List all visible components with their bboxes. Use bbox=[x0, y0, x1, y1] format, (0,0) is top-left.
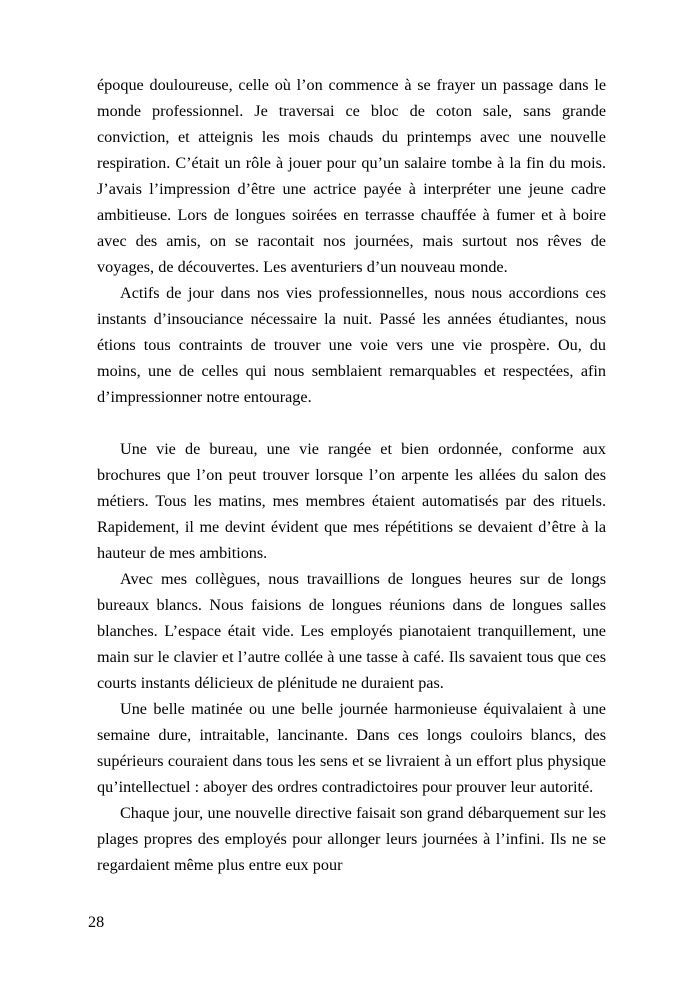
page-text-block bbox=[97, 72, 606, 878]
paragraph: Actifs de jour dans nos vies professionnelles, nous nous accordions ces instants d’insouciance nécessaire la nuit. Passé les années étudiantes, nous étions tous contraints de trouver une voie vers une vie prospère. Ou, du moins, une de celles qui nous semblaient remarquables et respectées, afin d’impressionner notre entourage. bbox=[97, 284, 606, 406]
page-number: 28 bbox=[88, 913, 105, 931]
paragraph: époque douloureuse, celle où l’on commence à se frayer un passage dans le monde professionnel. Je traversai ce bloc de coton sale, sans grande conviction, et atteignis les mois chauds du printemps avec une nouvelle respiration. C’était un rôle à jouer pour qu’un salaire tombe à la fin du mois. J’avais l’impression d’être une actrice payée à interpréter une jeune cadre ambitieuse. Lors de longues soirées en terrasse chauffée à fumer et à boire avec des amis, on se racontait nos journées, mais surtout nos rêves de voyages, de découvertes. Les aventuriers d’un nouveau monde. bbox=[97, 76, 606, 276]
paragraph: Une belle matinée ou une belle journée harmonieuse équivalaient à une semaine dure, intraitable, lancinante. Dans ces longs couloirs blancs, des supérieurs couraient dans tous les sens et se livraient à un effort plus physique qu’intellectuel : aboyer des ordres contradictoires pour prouver leur autorité. bbox=[97, 700, 606, 796]
paragraph: Chaque jour, une nouvelle directive faisait son grand débarquement sur les plages propres des employés pour allonger leurs journées à l’infini. Ils ne se regardaient même plus entre eux pour bbox=[97, 804, 606, 874]
paragraph: Une vie de bureau, une vie rangée et bien ordonnée, conforme aux brochures que l’on peut trouver lorsque l’on arpente les allées du salon des métiers. Tous les matins, mes membres étaient automatisés par des rituels. Rapidement, il me devint évident que mes répétitions se devaient d’être à la hauteur de mes ambitions. bbox=[97, 440, 606, 562]
paragraph: Avec mes collègues, nous travaillions de longues heures sur de longs bureaux blancs. Nous faisions de longues réunions dans de longues salles blanches. L’espace était vide. Les employés pianotaient tranquillement, une main sur le clavier et l’autre collée à une tasse à café. Ils savaient tous que ces courts instants délicieux de plénitude ne duraient pas. bbox=[97, 570, 606, 692]
